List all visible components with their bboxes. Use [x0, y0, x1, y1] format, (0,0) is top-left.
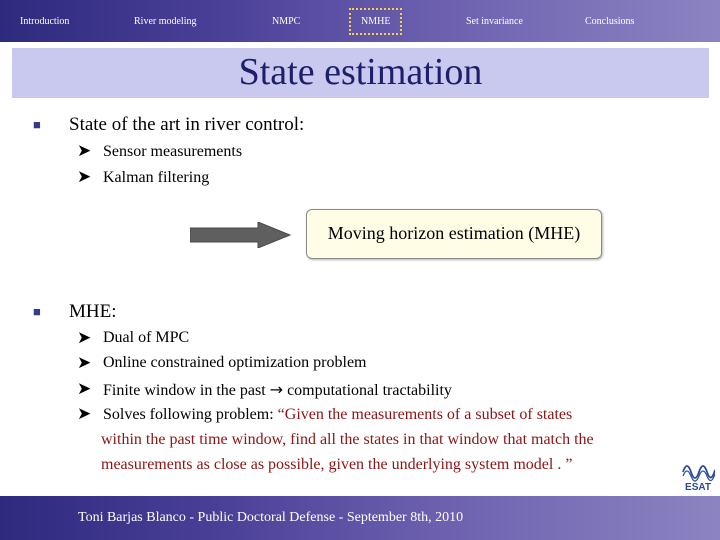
- top-nav-bar: [0, 0, 720, 42]
- square-bullet-icon: ■: [33, 117, 41, 132]
- list-item-text: computational tractability: [287, 382, 452, 399]
- arrow-bullet-icon: ➤: [77, 404, 92, 424]
- arrow-bullet-icon: ➤: [77, 353, 92, 373]
- arrow-bullet-icon: ➤: [77, 328, 92, 348]
- right-arrow-icon: [190, 222, 292, 248]
- nav-nmpc[interactable]: NMPC: [272, 16, 301, 27]
- list-item: Online constrained optimization problem: [103, 354, 367, 371]
- quote-text: measurements as close as possible, given the underlying system model . ”: [101, 456, 573, 473]
- list-item: Sensor measurements: [103, 143, 243, 160]
- quote-text: within the past time window, find all the states in that window that match the: [101, 431, 594, 448]
- nav-set-invariance[interactable]: Set invariance: [466, 16, 523, 27]
- square-bullet-icon: ■: [33, 304, 41, 319]
- slide-title: State estimation: [238, 51, 483, 93]
- list-item: [103, 380, 452, 400]
- mhe-callout-box: [306, 209, 602, 259]
- esat-logo-text: ESAT: [685, 482, 711, 492]
- nav-nmhe[interactable]: NMHE: [349, 8, 402, 35]
- footer-text: Toni Barjas Blanco - Public Doctoral Defense - September 8th, 2010: [78, 510, 464, 525]
- arrow-bullet-icon: ➤: [77, 141, 92, 161]
- list-item: Dual of MPC: [103, 329, 190, 346]
- nav-conclusions[interactable]: Conclusions: [585, 16, 635, 27]
- list-item-text: Finite window in the past: [103, 382, 266, 399]
- nav-introduction[interactable]: Introduction: [20, 16, 70, 27]
- arrow-bullet-icon: ➤: [77, 379, 92, 399]
- mhe-callout-text: Moving horizon estimation (MHE): [327, 223, 581, 243]
- section1-heading: State of the art in river control:: [69, 114, 305, 135]
- list-item: Kalman filtering: [103, 169, 210, 186]
- arrow-bullet-icon: ➤: [77, 167, 92, 187]
- section2-heading: MHE:: [69, 301, 117, 322]
- esat-logo: [681, 458, 715, 492]
- footer-bar: [0, 496, 720, 540]
- quote-text: “Given the measurements of a subset of states: [277, 406, 573, 423]
- list-item: [103, 406, 572, 424]
- implies-arrow-icon: →: [269, 380, 284, 399]
- title-banner: [12, 48, 709, 98]
- list-item-text: Solves following problem:: [103, 406, 278, 423]
- nav-river-modeling[interactable]: River modeling: [134, 16, 197, 27]
